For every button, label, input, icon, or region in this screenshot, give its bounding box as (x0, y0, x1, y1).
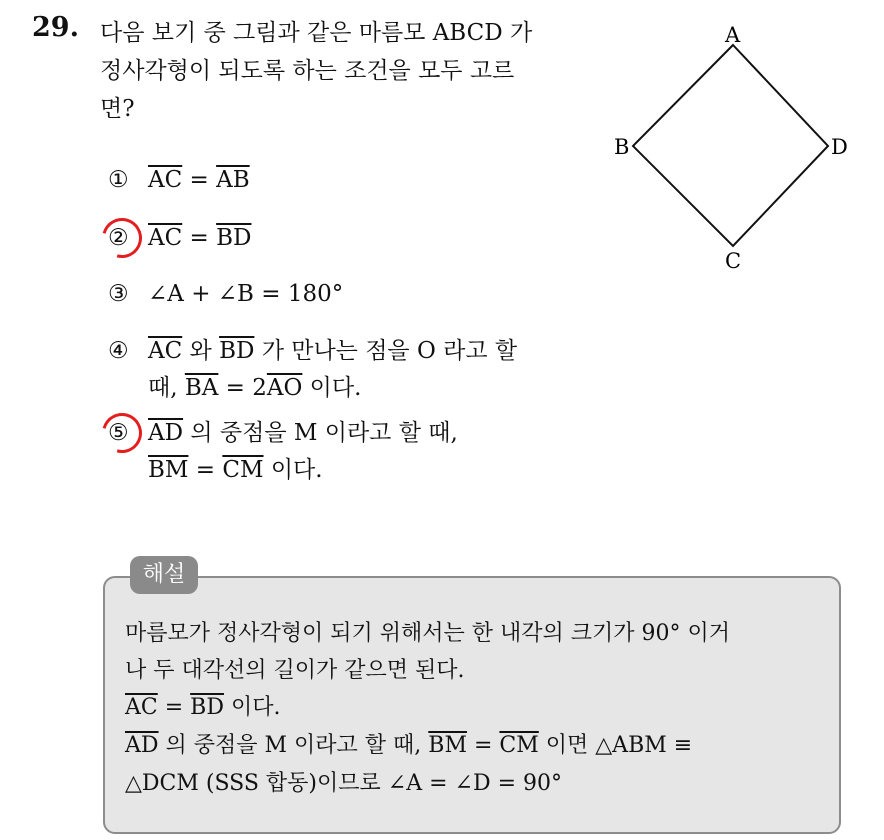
solution-line-3 (125, 690, 280, 721)
option-4-line2-tail: 이다. (302, 375, 362, 401)
segment-bd: $\overline{BD}$ (190, 695, 224, 720)
segment-bm: $\overline{BM}$ (428, 733, 467, 758)
equals: = (466, 733, 500, 758)
equals: = (157, 695, 191, 720)
option-4-text-tail: 가 만나는 점을 O 라고 할 (254, 338, 518, 364)
segment-ac: $\overline{AC}$ (125, 695, 158, 720)
option-5-line-2 (148, 452, 323, 488)
segment-cm: $\overline{CM}$ (499, 733, 539, 758)
option-5-number: ⑤ (108, 420, 129, 446)
segment-ac: $\overline{AC}$ (148, 225, 183, 251)
equals: = (188, 457, 223, 483)
question-line-1: 다음 보기 중 그림과 같은 마름모 ABCD 가 (100, 20, 533, 46)
solution-line-2: 나 두 대각선의 길이가 같으면 된다. (125, 658, 465, 683)
equals: = (182, 167, 217, 193)
rhombus-shape (633, 45, 828, 246)
option-4-number: ④ (108, 338, 129, 364)
equals: = (182, 225, 217, 251)
segment-bd: $\overline{BD}$ (219, 338, 255, 364)
solution-line-4-mid: 의 중점을 M 이라고 할 때, (158, 733, 429, 758)
solution-line-4 (125, 728, 692, 759)
option-5 (108, 415, 458, 451)
question-text (100, 14, 600, 128)
option-4-line2-prefix: 때, (148, 375, 185, 401)
segment-bm: $\overline{BM}$ (148, 457, 189, 483)
equals-2: = 2 (218, 375, 267, 401)
segment-ao: $\overline{AO}$ (266, 375, 303, 401)
segment-ad: $\overline{AD}$ (125, 733, 159, 758)
option-5-text: 의 중점을 M 이라고 할 때, (183, 420, 458, 446)
rhombus-figure (600, 18, 870, 278)
option-2 (108, 220, 251, 256)
solution-line-5: △DCM (SSS 합동)이므로 ∠A = ∠D = 90° (125, 771, 562, 796)
solution-tab: 해설 (130, 556, 198, 594)
segment-ba: $\overline{BA}$ (184, 375, 219, 401)
segment-ac: $\overline{AC}$ (148, 338, 183, 364)
segment-cm: $\overline{CM}$ (222, 457, 264, 483)
option-4-text: 와 (182, 338, 220, 364)
segment-bd: $\overline{BD}$ (216, 225, 252, 251)
segment-ac: $\overline{AC}$ (148, 167, 183, 193)
vertex-b-label: B (614, 135, 630, 159)
segment-ad: $\overline{AD}$ (148, 420, 184, 446)
option-4-line-2 (148, 370, 361, 406)
option-1 (108, 162, 250, 198)
option-4 (108, 333, 517, 369)
question-number: 29. (32, 12, 79, 43)
option-5-line2-tail: 이다. (263, 457, 323, 483)
segment-ab: $\overline{AB}$ (216, 167, 250, 193)
option-3 (108, 276, 343, 312)
vertex-d-label: D (831, 135, 848, 159)
option-3-text: ∠A + ∠B = 180° (148, 281, 344, 307)
vertex-c-label: C (725, 249, 742, 273)
question-line-2: 정사각형이 되도록 하는 조건을 모두 고르 (100, 58, 515, 84)
solution-line-1: 마름모가 정사각형이 되기 위해서는 한 내각의 크기가 90° 이거 (125, 621, 730, 646)
option-2-number: ② (108, 225, 129, 251)
option-3-number: ③ (108, 281, 129, 307)
vertex-a-label: A (725, 23, 741, 47)
option-1-number: ① (108, 167, 129, 193)
question-line-3: 면? (100, 96, 135, 122)
solution-line-4-tail: 이면 △ABM ≡ (538, 733, 693, 758)
solution-line-3-tail: 이다. (223, 695, 281, 720)
